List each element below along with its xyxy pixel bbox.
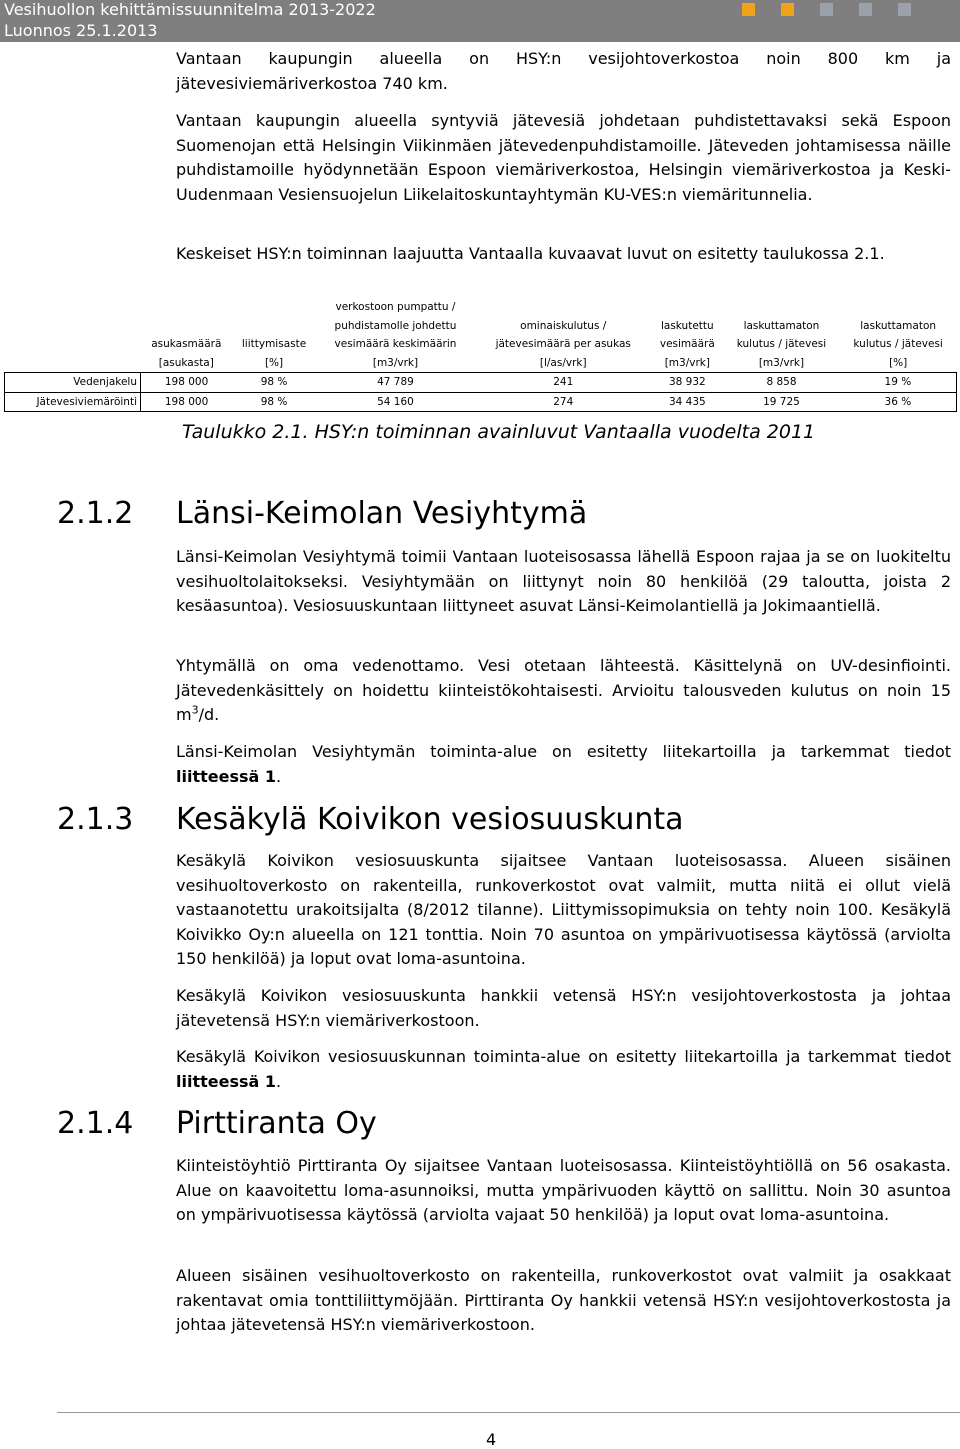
table-cell: 241 xyxy=(475,373,652,393)
table-units-row xyxy=(5,354,957,373)
row-label: Jätevesiviemäröinti xyxy=(5,392,141,412)
table-header-cell: puhdistamolle johdettu xyxy=(334,319,457,332)
table-cell: 8 858 xyxy=(723,373,840,393)
table-header-cell: kulutus / jätevesi xyxy=(853,338,943,351)
header-square-5 xyxy=(898,3,911,16)
table-unit-cell: [%] xyxy=(889,356,908,369)
document-title: Vesihuollon kehittämissuunnitelma 2013-2022 xyxy=(4,0,376,19)
row-label: Vedenjakelu xyxy=(5,373,141,393)
table-cell: 198 000 xyxy=(141,373,233,393)
table-unit-cell: [m3/vrk] xyxy=(758,356,805,369)
table-cell: 19 725 xyxy=(723,392,840,412)
table-cell: 36 % xyxy=(840,392,957,412)
paragraph-koivikko-intro: Kesäkylä Koivikon vesiosuuskunta sijaitsee Vantaan luoteisosassa. Alueen sisäinen vesihuoltoverkosto on rakenteilla, runkoverkostot ovat valmiit, mutta niitä ei ollut vielä vastaanotettu urakoitsijalta (8/2012 tilanne). Liittymissopimuksia on tehty noin 100. Kesäkylä Koivikko Oy:n alueella on 121 tonttia. Noin 70 asuntoa on ympärivuotisessa käytössä (arviolta 150 henkilöä) ja loput ovat loma-asuntoina. xyxy=(176,851,951,968)
paragraph-pirttiranta-network: Alueen sisäinen vesihuoltoverkosto on rakenteilla, runkoverkostot ovat valmiit ja osakkaat rakentavat omia tonttiliittymöjään. Pirttiranta Oy hankkii vetensä HSY:n vesijohtoverkostosta ja johtaa jätevetensä HSY:n viemäriverkostoon. xyxy=(176,1266,951,1334)
section-title: Pirttiranta Oy xyxy=(176,1106,377,1141)
text-span: . xyxy=(276,1071,282,1091)
appendix-reference: liitteessä 1 xyxy=(176,1071,276,1091)
table-cell: 198 000 xyxy=(141,392,233,412)
table-header-cell: laskuttamaton xyxy=(860,319,937,332)
paragraph-koivikko-maps xyxy=(176,1045,951,1094)
table-cell: 274 xyxy=(475,392,652,412)
section-heading-2-1-4 xyxy=(57,1106,377,1142)
text-span: Yhtymällä on oma vedenottamo. Vesi otetaan lähteestä. Käsittelynä on UV-desinfiointi. Jätevedenkäsittely on hoidettu kiinteistökohtaisesti. Arvioitu talousveden kulutus on noin 15 m xyxy=(176,656,951,724)
section-number: 2.1.4 xyxy=(57,1106,134,1141)
header-square-2 xyxy=(781,3,794,16)
table-header-cell: vesimäärä xyxy=(659,338,715,351)
table-cell: 98 % xyxy=(232,373,316,393)
table-cell: 38 932 xyxy=(652,373,724,393)
table-header-cell: liittymisaste xyxy=(241,338,307,351)
table-unit-cell: [%] xyxy=(264,356,284,369)
text-span: Kesäkylä Koivikon vesiosuuskunnan toiminta-alue on esitetty liitekartoilla ja tarkemmat tiedot xyxy=(176,1047,951,1066)
section-number: 2.1.2 xyxy=(57,496,134,531)
table-header-row-3 xyxy=(5,335,957,354)
table-header-cell: verkostoon pumpattu / xyxy=(335,301,456,314)
table-header-cell: laskuttamaton xyxy=(743,319,820,332)
table-header-cell: kulutus / jätevesi xyxy=(736,338,827,351)
table-header-row-2 xyxy=(5,317,957,336)
paragraph-lansi-keimola-water xyxy=(176,654,951,728)
table-header-cell: vesimäärä keskimäärin xyxy=(334,338,457,351)
table-cell: 19 % xyxy=(840,373,957,393)
table-unit-cell: [asukasta] xyxy=(158,356,214,369)
table-unit-cell: [m3/vrk] xyxy=(372,356,419,369)
section-number: 2.1.3 xyxy=(57,802,134,837)
section-heading-2-1-3 xyxy=(57,802,684,838)
page-header xyxy=(0,0,960,42)
header-square-3 xyxy=(820,3,833,16)
table-header-row-1 xyxy=(5,298,957,317)
superscript: 3 xyxy=(191,703,199,717)
paragraph-koivikko-supply: Kesäkylä Koivikon vesiosuuskunta hankkii vetensä HSY:n vesijohtoverkostosta ja johtaa jätevetensä HSY:n viemäriverkostoon. xyxy=(176,986,951,1030)
page-number: 4 xyxy=(486,1430,497,1449)
appendix-reference: liitteessä 1 xyxy=(176,766,276,786)
paragraph-lansi-keimola-intro: Länsi-Keimolan Vesiyhtymä toimii Vantaan luoteisosassa lähellä Espoon rajaa ja se on luokiteltu vesihuoltolaitokseksi. Vesiyhtymään on liittynyt noin 80 henkilöä (29 taloutta, joista 2 kesäasuntoa). Vesiosuuskuntaan liittyneet asuvat Länsi-Keimolantiellä ja Jokimaantiellä. xyxy=(176,547,951,615)
table-unit-cell: [l/as/vrk] xyxy=(539,356,587,369)
draft-date: Luonnos 25.1.2013 xyxy=(4,21,158,40)
table-cell: 34 435 xyxy=(652,392,724,412)
header-square-4 xyxy=(859,3,872,16)
table-header-cell: ominaiskulutus / xyxy=(520,319,607,332)
paragraph-pirttiranta-intro: Kiinteistöyhtiö Pirttiranta Oy sijaitsee Vantaan luoteisosassa. Kiinteistöyhtiöllä on 56 osakasta. Alue on kaavoitettu loma-asunnoiksi, mutta ympärivuoden käyttö on sallittu. Noin 30 asuntoa on ympärivuotisessa käytössä (arviolta vajaat 50 henkilöä) ja loput ovat loma-asuntoina. xyxy=(176,1156,951,1224)
text-span: . xyxy=(276,766,282,786)
paragraph-table-reference: Keskeiset HSY:n toiminnan laajuutta Vantaalla kuvaavat luvut on esitetty taulukossa 2.1. xyxy=(176,244,885,263)
header-square-1 xyxy=(742,3,755,16)
table-row xyxy=(5,392,957,412)
footer-divider xyxy=(57,1412,960,1413)
hsy-key-figures-table xyxy=(4,298,957,412)
paragraph-network-length: Vantaan kaupungin alueella on HSY:n vesijohtoverkostoa noin 800 km ja jätevesiviemäriverkostoa 740 km. xyxy=(176,49,951,93)
paragraph-lansi-keimola-maps xyxy=(176,740,951,789)
table-header-cell: laskutettu xyxy=(660,319,714,332)
section-title: Länsi-Keimolan Vesiyhtymä xyxy=(176,496,588,531)
table-cell: 47 789 xyxy=(316,373,475,393)
table-cell: 98 % xyxy=(232,392,316,412)
table-row xyxy=(5,373,957,393)
section-title: Kesäkylä Koivikon vesiosuuskunta xyxy=(176,802,684,837)
table-unit-cell: [m3/vrk] xyxy=(664,356,710,369)
text-span: Länsi-Keimolan Vesiyhtymän toiminta-alue on esitetty liitekartoilla ja tarkemmat tiedot xyxy=(176,742,951,761)
table-caption: Taulukko 2.1. HSY:n toiminnan avainluvut Vantaalla vuodelta 2011 xyxy=(182,421,816,443)
paragraph-wastewater-routing: Vantaan kaupungin alueella syntyviä jätevesiä johdetaan puhdistettavaksi sekä Espoon Suomenojan että Helsingin Viikinmäen jätevedenpuhdistamoille. Jäteveden johtamisessa näille puhdistamoille hyödynnetään Espoon viemäriverkostoa, Helsingin viemäriverkostoa ja Keski-Uudenmaan Vesiensuojelun Liikelaitoskuntayhtymän KU-VES:n viemäritunnelia. xyxy=(176,111,951,204)
table-header-cell: jätevesimäärä per asukas xyxy=(495,338,631,351)
table-header-cell: asukasmäärä xyxy=(151,338,222,351)
text-span: /d. xyxy=(198,705,220,724)
section-heading-2-1-2 xyxy=(57,496,587,532)
table-cell: 54 160 xyxy=(316,392,475,412)
